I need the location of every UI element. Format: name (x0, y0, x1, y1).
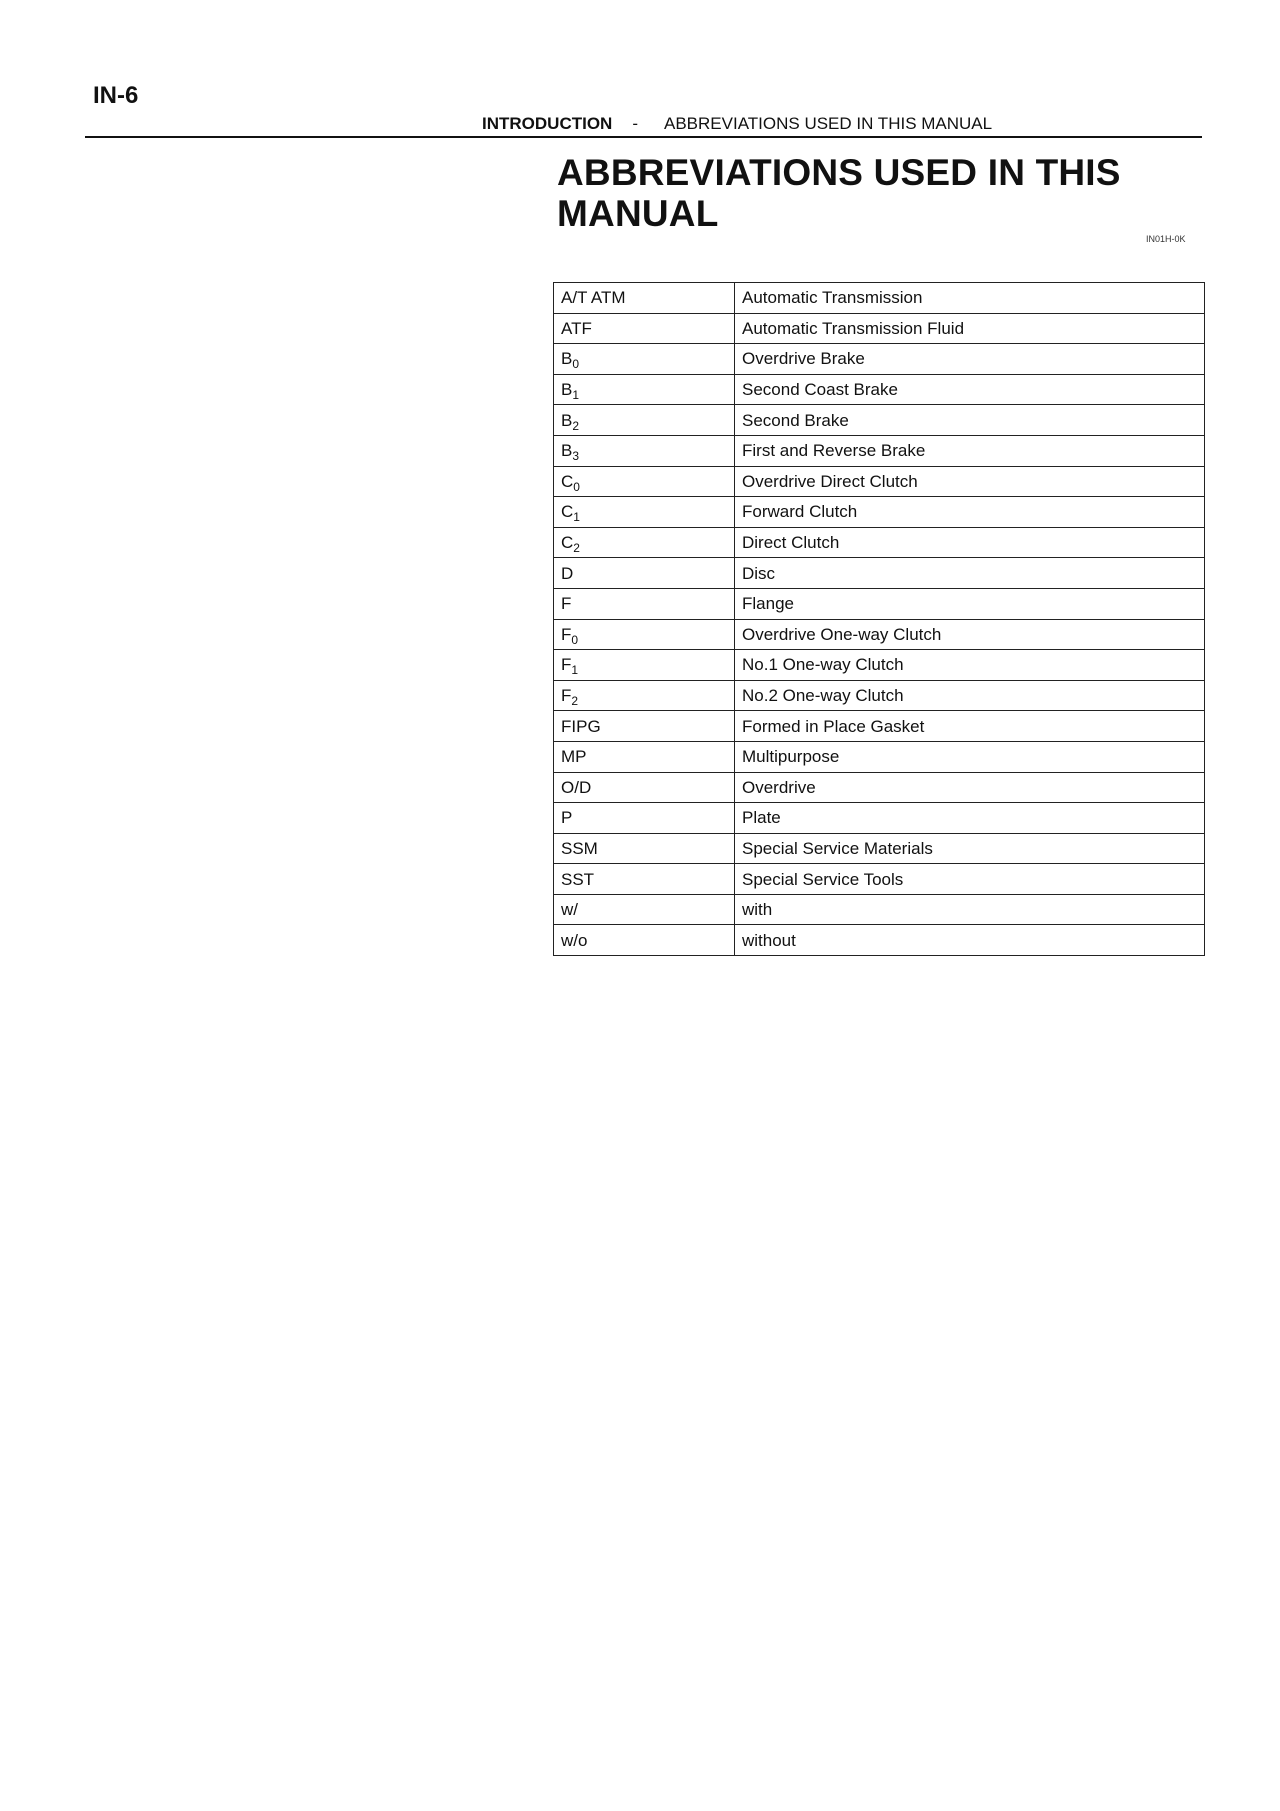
table-row (554, 527, 1205, 558)
header-rule (85, 136, 1202, 138)
abbreviation-cell (554, 374, 735, 405)
abbreviation-cell (554, 344, 735, 375)
abbreviation-cell (554, 527, 735, 558)
abbreviation: w/o (561, 930, 588, 950)
meaning-cell: Multipurpose (735, 741, 1205, 772)
table-row (554, 435, 1205, 466)
abbreviation-subscript: 0 (572, 357, 580, 372)
abbreviation-cell (554, 741, 735, 772)
abbreviation-cell (554, 619, 735, 650)
table-row (554, 405, 1205, 436)
abbreviation-cell (554, 925, 735, 956)
meaning-cell: No.1 One-way Clutch (735, 650, 1205, 681)
meaning-cell: Overdrive Brake (735, 344, 1205, 375)
abbreviation-cell (554, 283, 735, 314)
abbreviation-cell (554, 497, 735, 528)
abbreviation-cell (554, 772, 735, 803)
abbreviation-subscript: 2 (572, 418, 580, 433)
abbreviations-table (553, 282, 1205, 956)
abbreviation: B (561, 380, 573, 400)
abbreviation-subscript: 2 (573, 541, 580, 556)
abbreviation: O/D (561, 777, 592, 797)
abbreviation: C (561, 533, 574, 553)
table-row (554, 864, 1205, 895)
abbreviation-cell (554, 680, 735, 711)
page-title: ABBREVIATIONS USED IN THIS MANUAL (557, 152, 1121, 234)
abbreviation: F (561, 655, 572, 675)
abbreviation: B (561, 349, 573, 369)
table-row (554, 741, 1205, 772)
abbreviation-cell (554, 435, 735, 466)
document-id: IN01H-0K (1146, 234, 1186, 244)
abbreviation: w/ (561, 900, 578, 920)
table-row (554, 803, 1205, 834)
abbreviation-cell (554, 803, 735, 834)
meaning-cell: Direct Clutch (735, 527, 1205, 558)
abbreviation: SSM (561, 838, 598, 858)
meaning-cell: Overdrive (735, 772, 1205, 803)
abbreviation: B (561, 441, 573, 461)
meaning-cell: Automatic Transmission Fluid (735, 313, 1205, 344)
meaning-cell: Flange (735, 588, 1205, 619)
abbreviation-subscript: 1 (572, 388, 580, 403)
abbreviation-cell (554, 588, 735, 619)
meaning-cell: Formed in Place Gasket (735, 711, 1205, 742)
abbreviation: C (561, 502, 574, 522)
meaning-cell: No.2 One-way Clutch (735, 680, 1205, 711)
table-row (554, 833, 1205, 864)
meaning-cell: Overdrive One-way Clutch (735, 619, 1205, 650)
table-row (554, 313, 1205, 344)
meaning-cell: Plate (735, 803, 1205, 834)
meaning-cell: Special Service Tools (735, 864, 1205, 895)
subsection-title: ABBREVIATIONS USED IN THIS MANUAL (664, 114, 993, 133)
abbreviation: MP (561, 747, 587, 767)
meaning-cell: Second Coast Brake (735, 374, 1205, 405)
abbreviation-cell (554, 711, 735, 742)
table-row (554, 925, 1205, 956)
abbreviation: F (561, 594, 572, 614)
abbreviation: P (561, 808, 573, 828)
table-row (554, 283, 1205, 314)
abbreviation: F (561, 686, 572, 706)
table-row (554, 588, 1205, 619)
header-separator: - (632, 114, 638, 133)
meaning-cell: Automatic Transmission (735, 283, 1205, 314)
meaning-cell: Second Brake (735, 405, 1205, 436)
section-title: INTRODUCTION (482, 114, 613, 133)
table-row (554, 650, 1205, 681)
meaning-cell: without (735, 925, 1205, 956)
abbreviation-subscript: 3 (572, 449, 580, 464)
abbreviation: F (561, 624, 572, 644)
abbreviation-subscript: 0 (571, 632, 579, 647)
table-row (554, 772, 1205, 803)
abbreviation: C (561, 471, 574, 491)
table-row (554, 344, 1205, 375)
meaning-cell: Overdrive Direct Clutch (735, 466, 1205, 497)
table-row (554, 711, 1205, 742)
abbreviation-subscript: 1 (571, 663, 579, 678)
meaning-cell: Forward Clutch (735, 497, 1205, 528)
abbreviation-cell (554, 313, 735, 344)
table-row (554, 894, 1205, 925)
abbreviation-cell (554, 864, 735, 895)
meaning-cell: Disc (735, 558, 1205, 589)
table-row (554, 680, 1205, 711)
meaning-cell: with (735, 894, 1205, 925)
running-header (482, 114, 992, 134)
table-row (554, 466, 1205, 497)
table-row (554, 558, 1205, 589)
abbreviation-cell (554, 650, 735, 681)
abbreviation-subscript: 0 (573, 479, 580, 494)
abbreviation-cell (554, 833, 735, 864)
abbreviation: ATF (561, 318, 592, 338)
table-row (554, 619, 1205, 650)
abbreviation-subscript: 2 (571, 694, 579, 709)
abbreviation: FIPG (561, 716, 601, 736)
meaning-cell: Special Service Materials (735, 833, 1205, 864)
table-row (554, 374, 1205, 405)
abbreviation: D (561, 563, 574, 583)
abbreviation-cell (554, 405, 735, 436)
page-number: IN-6 (93, 82, 139, 109)
meaning-cell: First and Reverse Brake (735, 435, 1205, 466)
abbreviation: A/T ATM (561, 288, 626, 308)
abbreviation-cell (554, 558, 735, 589)
abbreviation-subscript: 1 (573, 510, 580, 525)
abbreviation: B (561, 410, 573, 430)
table-row (554, 497, 1205, 528)
abbreviation: SST (561, 869, 595, 889)
abbreviation-cell (554, 466, 735, 497)
abbreviation-cell (554, 894, 735, 925)
